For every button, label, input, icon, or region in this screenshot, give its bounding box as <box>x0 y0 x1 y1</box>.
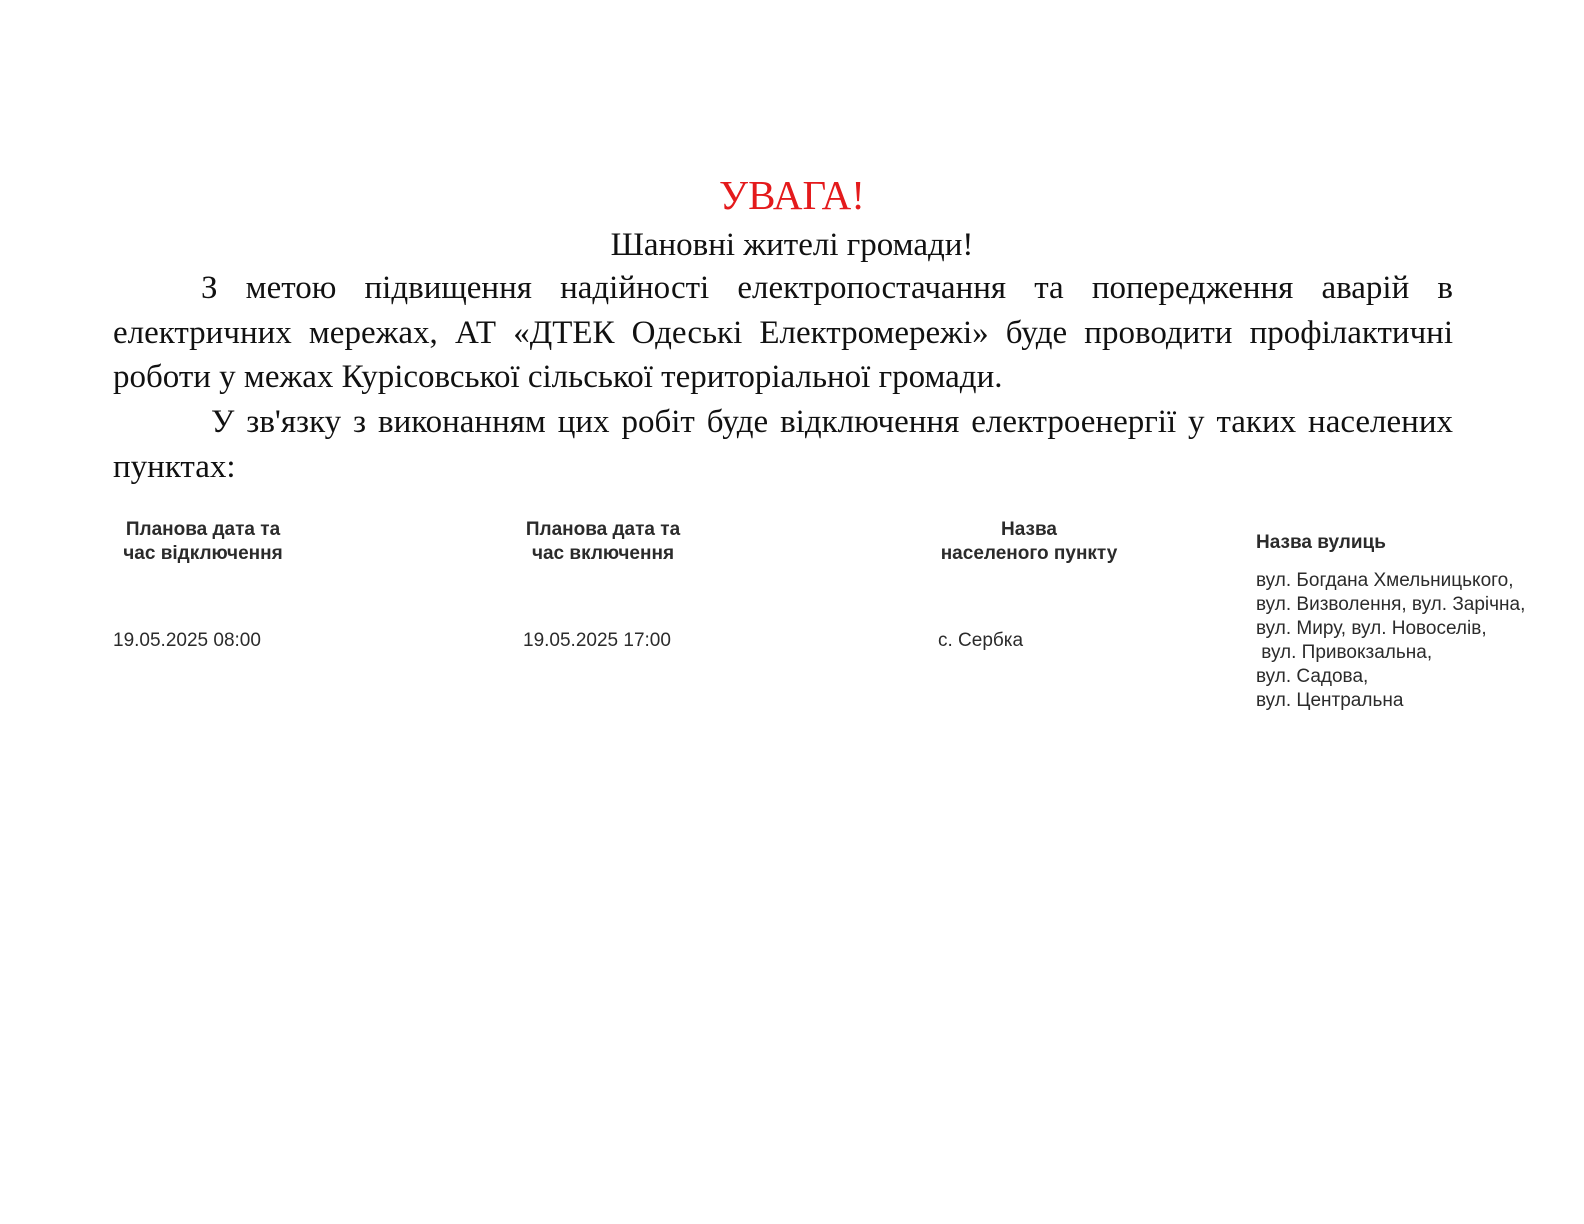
header-settlement <box>900 518 1158 566</box>
street-item: вул. Богдана Хмельницького, <box>1256 570 1514 591</box>
header-settlement-line2: населеного пункту <box>940 543 1118 564</box>
header-outage-end-line2: час включення <box>531 543 675 564</box>
outage-end-value: 19.05.2025 17:00 <box>523 630 671 651</box>
street-item: вул. Центральна <box>1256 690 1404 711</box>
notice-greeting: Шановні жителі громади! <box>610 227 974 263</box>
header-outage-start-line2: час відключення <box>123 543 283 564</box>
header-outage-start <box>100 518 306 566</box>
streets-list <box>1256 569 1525 713</box>
header-outage-start-line1: Планова дата та <box>125 519 281 540</box>
outage-start-value: 19.05.2025 08:00 <box>113 630 261 651</box>
notice-title: УВАГА! <box>719 172 865 218</box>
street-item: вул. Привокзальна, <box>1256 642 1433 663</box>
street-item: вул. Садова, <box>1256 666 1369 687</box>
street-item: вул. Визволення, вул. Зарічна, <box>1256 594 1526 615</box>
header-outage-end <box>500 518 706 566</box>
header-settlement-line1: Назва <box>1001 519 1057 540</box>
notice-paragraph-1: З метою підвищення надійності електропостачання та попередження аварій в електричних мережах, АТ «ДТЕК Одеські Електромережі» буде проводити профілактичні роботи у межах Курісовської сільської територіальної громади. <box>113 270 1453 395</box>
header-outage-end-line1: Планова дата та <box>525 519 681 540</box>
notice-paragraph-2: У зв'язку з виконанням цих робіт буде відключення електроенергії у таких населених пунктах: <box>113 404 1453 485</box>
header-streets: Назва вулиць <box>1256 532 1386 553</box>
street-item: вул. Миру, вул. Новоселів, <box>1256 618 1487 639</box>
settlement-value: с. Сербка <box>938 630 1024 651</box>
